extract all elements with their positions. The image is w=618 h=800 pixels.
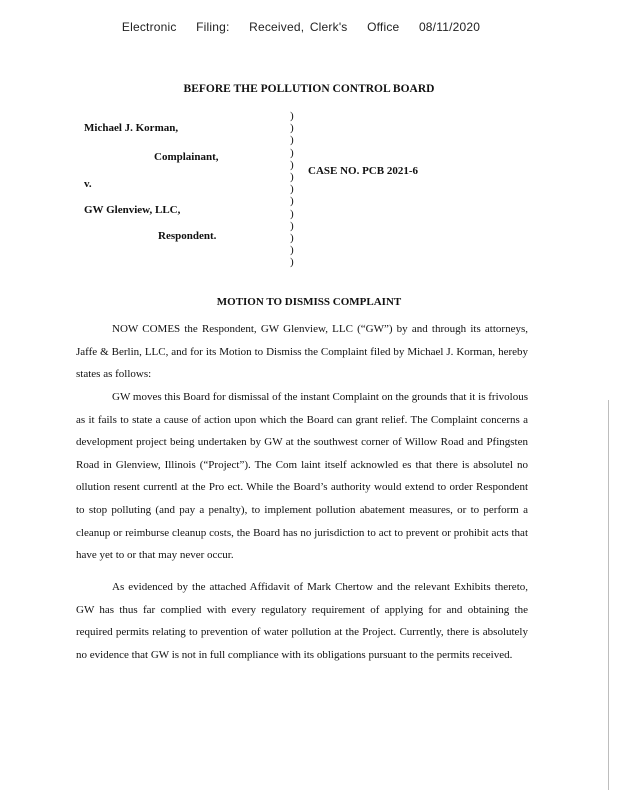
body-paragraph-1: GW moves this Board for dismissal of the instant Complaint on the grounds that it is frivolous as it fails to state a cause of action upon which the Board can grant relief. The Complaint concerns a development project being undertaken by GW at the southwest corner of Willow Road and Pfingsten Road in Glenview, Illinois (“Project”). The Com laint itself acknowled es that there is absolutel no ollution resent currentl at the Pro ect. While the Board’s authority would extend to order Respondent to stop polluting (and pay a penalty), to implement pollution abatement measures, or to perform a cleanup or reimburse cleanup costs, the Board has no jurisdiction to act to prevent or prohibit acts that have yet to or that may never occur. [76, 391, 528, 562]
stamp-word: Filing: [196, 20, 230, 34]
stamp-word: Clerk's [309, 20, 348, 34]
complainant-name: Michael J. Korman, [84, 122, 179, 134]
paren: ) [290, 146, 294, 159]
paren: ) [290, 183, 294, 196]
stamp-word: Electronic [121, 20, 177, 34]
paren: ) [290, 110, 294, 122]
paren: ) [290, 122, 294, 135]
board-title: BEFORE THE POLLUTION CONTROL BOARD [183, 83, 435, 95]
respondent-label: Respondent. [158, 230, 217, 242]
stamp-word: Office [367, 20, 400, 34]
body-paragraph-2: As evidenced by the attached Affidavit of Mark Chertow and the relevant Exhibits thereto, GW has thus far complied with every regulatory requirement of applying for and obtaining the required permits relating to prevention of water pollution at the Project. Currently, there is absolutely no evidence that GW is not in full compliance with its obligations pursuant to the permits received. [76, 581, 528, 661]
versus: v. [84, 178, 92, 190]
electronic-filing-stamp [0, 20, 618, 34]
scan-edge-line [608, 400, 609, 790]
paren: ) [290, 134, 294, 147]
paren: ) [290, 171, 294, 184]
stamp-date: 08/11/2020 [418, 20, 481, 34]
paren: ) [290, 256, 294, 269]
motion-title: MOTION TO DISMISS COMPLAINT [216, 296, 402, 308]
paren: ) [290, 219, 294, 232]
paren: ) [290, 195, 294, 208]
case-number: CASE NO. PCB 2021-6 [308, 165, 419, 177]
paren: ) [290, 158, 294, 171]
respondent-name: GW Glenview, LLC, [84, 204, 181, 216]
paren: ) [290, 207, 294, 220]
stamp-word: Received, [249, 20, 305, 34]
caption-paren-column [290, 110, 294, 269]
intro-paragraph: NOW COMES the Respondent, GW Glenview, LLC (“GW”) by and through its attorneys, Jaffe & Berlin, LLC, and for its Motion to Dismiss the Complaint filed by Michael J. Korman, hereby states as follows: [76, 323, 528, 381]
paren: ) [290, 232, 294, 245]
paren: ) [290, 244, 294, 257]
complainant-label: Complainant, [154, 151, 219, 163]
